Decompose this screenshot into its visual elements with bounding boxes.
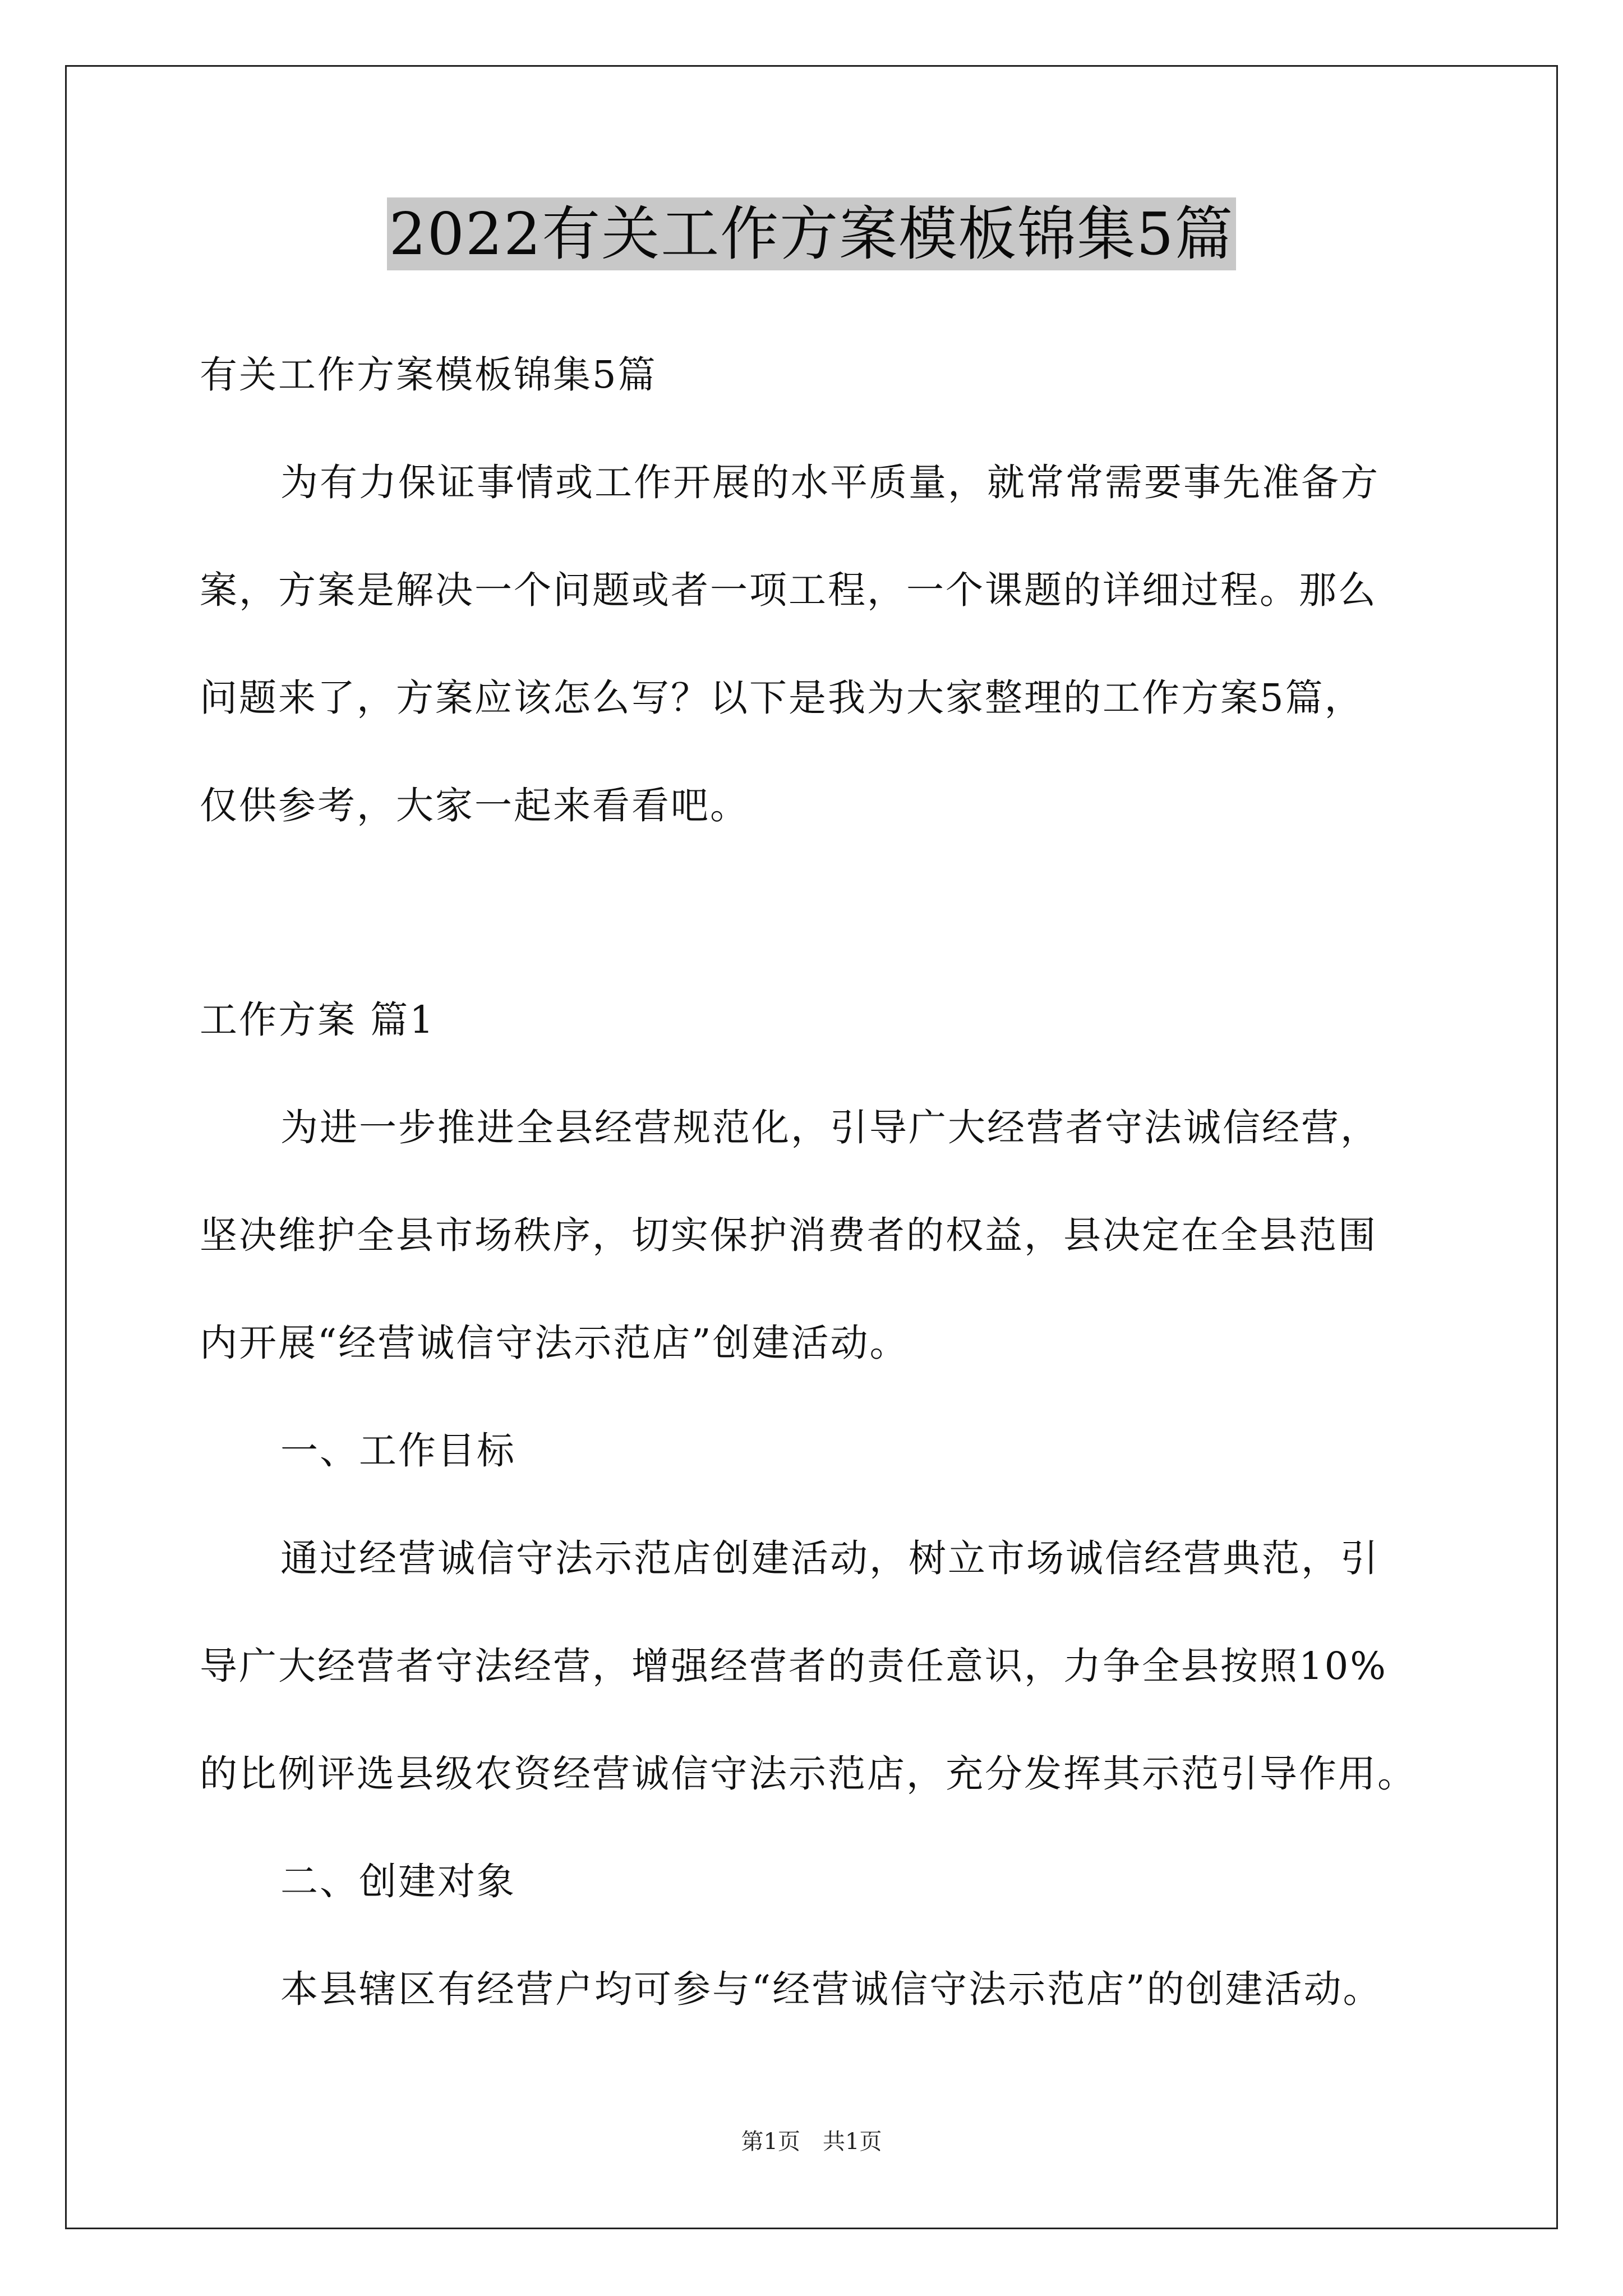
section-heading: 工作方案 篇1 xyxy=(200,998,435,1042)
intro-line-4: 仅供参考，大家一起来看看吧。 xyxy=(200,784,749,827)
section-line-2: 坚决维护全县市场秩序，切实保护消费者的权益，县决定在全县范围 xyxy=(200,1213,1377,1257)
section-line-3: 内开展“经营诚信守法示范店”创建活动。 xyxy=(200,1321,909,1365)
title-container xyxy=(0,197,1623,270)
section-line-5: 通过经营诚信守法示范店创建活动，树立市场诚信经营典范，引 xyxy=(280,1536,1380,1580)
intro-line-1: 为有力保证事情或工作开展的水平质量，就常常需要事先准备方 xyxy=(280,461,1380,504)
section-line-7: 的比例评选县级农资经营诚信守法示范店，充分发挥其示范引导作用。 xyxy=(200,1752,1417,1796)
intro-line-3: 问题来了，方案应该怎么写？以下是我为大家整理的工作方案5篇， xyxy=(200,676,1364,720)
intro-line-2: 案，方案是解决一个问题或者一项工程，一个课题的详细过程。那么 xyxy=(200,568,1377,612)
heading-goal: 一、工作目标 xyxy=(280,1429,516,1473)
section-line-9: 本县辖区有经营户均可参与“经营诚信守法示范店”的创建活动。 xyxy=(280,1967,1382,2011)
page-footer: 第1页 共1页 xyxy=(741,2129,882,2155)
document-title: 2022有关工作方案模板锦集5篇 xyxy=(387,197,1237,270)
document-subtitle: 有关工作方案模板锦集5篇 xyxy=(200,353,657,397)
heading-target: 二、创建对象 xyxy=(280,1860,516,1903)
section-line-1: 为进一步推进全县经营规范化，引导广大经营者守法诚信经营， xyxy=(280,1106,1380,1149)
section-line-6: 导广大经营者守法经营，增强经营者的责任意识，力争全县按照10% xyxy=(200,1644,1387,1688)
